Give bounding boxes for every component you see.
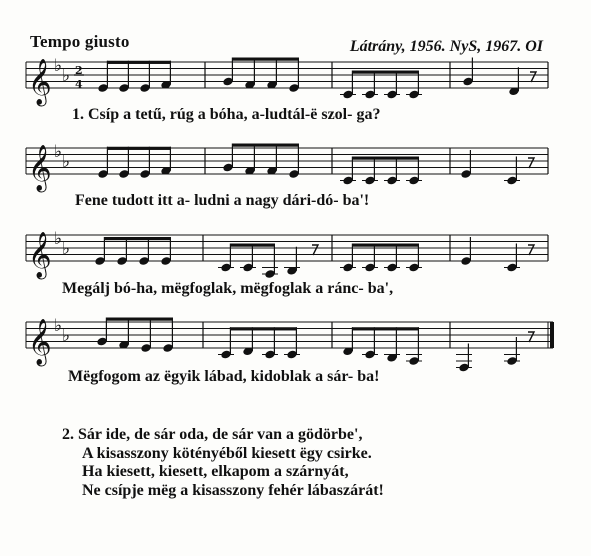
beam: [232, 144, 299, 147]
verse-2-line-1: 2. Sár ide, de sár oda, de sár van a gödörbe',: [62, 426, 363, 443]
score-layer: [26, 56, 554, 373]
lyric-line-2: Fene tudott itt a- ludni a nagy dári-dó- ba'!: [75, 192, 370, 209]
verse-2-line-3: Ha kiesett, kiesett, elkapom a szárnyát,: [82, 463, 349, 480]
time-sig-top: 2: [75, 64, 83, 77]
lyric-line-1: 1. Csíp a tetű, rúg a bóha, a-ludtál-ë szol- ga?: [72, 106, 381, 123]
eighth-rest-icon: [312, 245, 318, 255]
source-citation: Látrány, 1956. NyS, 1967. OI: [349, 38, 543, 55]
beam: [104, 237, 171, 240]
beam: [352, 71, 419, 74]
flat-sign-icon: ♭: [54, 142, 63, 162]
beam: [352, 327, 419, 330]
eighth-rest-icon: [528, 245, 534, 255]
flat-sign-icon: ♭: [54, 316, 63, 336]
treble-clef-icon: 𝄞: [28, 59, 52, 105]
treble-clef-icon: 𝄞: [28, 232, 52, 278]
flat-sign-icon: ♭: [62, 238, 71, 259]
beam: [230, 244, 275, 247]
beam: [107, 61, 171, 64]
beam: [106, 318, 173, 321]
verse-2-line-2: A kisasszony kötényéből kiesett ëgy csirke.: [82, 444, 372, 462]
beam: [352, 244, 419, 247]
lyric-line-4: Mëgfogom az ëgyik lábad, kidoblak a sár- ba!: [68, 368, 380, 385]
flat-sign-icon: ♭: [54, 56, 63, 76]
tempo-marking: Tempo giusto: [30, 32, 130, 51]
treble-clef-icon: 𝄞: [28, 319, 52, 365]
beam: [232, 58, 299, 61]
verse-2-block: [62, 426, 384, 500]
beam: [230, 327, 297, 330]
treble-clef-icon: 𝄞: [28, 145, 52, 191]
flat-sign-icon: ♭: [62, 151, 71, 172]
eighth-rest-icon: [528, 332, 534, 342]
lyric-line-3: Megálj bó-ha, mëgfoglak, mëgfoglak a ránc- ba',: [62, 280, 394, 297]
final-bar-thick: [550, 322, 554, 348]
flat-sign-icon: ♭: [62, 65, 71, 86]
flat-sign-icon: ♭: [54, 229, 63, 249]
time-sig-bottom: 4: [75, 78, 83, 91]
eighth-rest-icon: [528, 158, 534, 168]
beam: [107, 147, 171, 150]
flat-sign-icon: ♭: [62, 325, 71, 346]
verse-2-line-4: Ne csípje mëg a kisasszony fehér lábaszárát!: [82, 481, 384, 499]
beam: [352, 157, 419, 160]
eighth-rest-icon: [530, 72, 536, 82]
